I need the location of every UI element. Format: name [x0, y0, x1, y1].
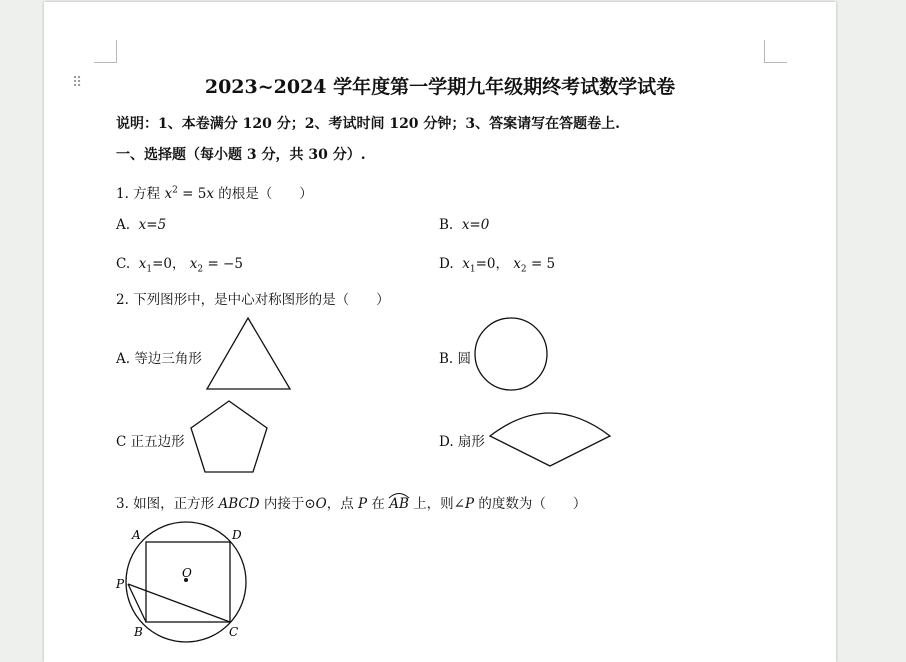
- q1-option-c: [116, 252, 243, 275]
- option-label: C.: [116, 256, 131, 272]
- question-2-stem: 2. 下列图形中，是中心对称图形的是（ ）: [116, 292, 390, 308]
- q3-arc-name: [389, 496, 409, 512]
- q1-option-d: [439, 252, 555, 275]
- question-1-stem: [116, 182, 313, 202]
- sector-figure: [488, 406, 612, 470]
- q3-point-name-2: P: [465, 496, 475, 512]
- label-d: D: [232, 528, 242, 542]
- square-abcd: [146, 542, 230, 622]
- option-label: B.: [439, 217, 454, 233]
- q3-text-4: 在: [371, 496, 385, 512]
- q2-option-a: A. 等边三角形: [116, 351, 202, 367]
- q1-suffix: 的根是（ ）: [218, 186, 313, 202]
- q3-arc-text: AB: [389, 496, 409, 512]
- margin-corner-top-right: [764, 40, 787, 63]
- drag-handle-icon[interactable]: ⠿: [72, 75, 81, 91]
- q1-var2: x: [206, 186, 214, 202]
- q1-var: $x^2$: [164, 185, 178, 202]
- label-b: B: [134, 625, 143, 639]
- label-o: O: [182, 566, 192, 580]
- equilateral-triangle-figure: [204, 316, 294, 392]
- option-label: A.: [116, 217, 131, 233]
- document-page: [44, 2, 836, 662]
- var-x1: $x_1$: [462, 256, 476, 275]
- margin-corner-top-left: [94, 40, 117, 63]
- document-title: 2023~2024 学年度第一学期九年级期终考试数学试卷: [204, 76, 676, 98]
- section-heading: 一、选择题（每小题 3 分，共 30 分）.: [116, 147, 366, 163]
- arc-mark-icon: [388, 491, 412, 499]
- var-x2: $x_2$: [513, 256, 527, 275]
- option-text: x=5: [138, 217, 167, 233]
- q3-text-1: 3. 如图，正方形: [116, 496, 215, 512]
- var-x1: $x_1$: [138, 256, 153, 275]
- inscribed-square-figure: [104, 522, 254, 642]
- q1-equation: = 5: [182, 186, 207, 202]
- option-label: D.: [439, 256, 454, 272]
- regular-pentagon-figure: [190, 398, 270, 478]
- question-3-stem: [116, 492, 586, 512]
- option-text-2: = −5: [207, 256, 243, 272]
- q3-circle-name: O: [315, 496, 327, 512]
- q3-text-6: 的度数为（ ）: [478, 496, 587, 512]
- q2-option-d: D. 扇形: [439, 434, 485, 450]
- q2-option-b: B. 圆: [439, 351, 472, 367]
- option-text-2: = 5: [530, 256, 556, 272]
- option-text: x=0: [461, 217, 490, 233]
- label-c: C: [229, 625, 239, 639]
- instructions: 说明：1、本卷满分 120 分；2、考试时间 120 分钟；3、答案请写在答题卷上.: [116, 116, 621, 132]
- label-a: A: [132, 528, 141, 542]
- q3-text-3: ，点: [326, 496, 354, 512]
- q3-square-name: ABCD: [218, 496, 260, 512]
- q1-prefix: 1. 方程: [116, 186, 161, 202]
- option-text-1: =0，: [152, 256, 186, 272]
- circle-figure: [472, 316, 550, 394]
- q1-option-a: [116, 217, 166, 233]
- q3-text-2: 内接于⊙: [263, 496, 316, 512]
- q2-option-c: C 正五边形: [116, 434, 185, 450]
- q3-text-5: 上，则∠: [413, 496, 465, 512]
- label-p: P: [116, 577, 125, 591]
- q1-option-b: [439, 217, 489, 233]
- var-x2: $x_2$: [189, 256, 204, 275]
- option-text-1: =0，: [475, 256, 509, 272]
- q3-point-name: P: [358, 496, 368, 512]
